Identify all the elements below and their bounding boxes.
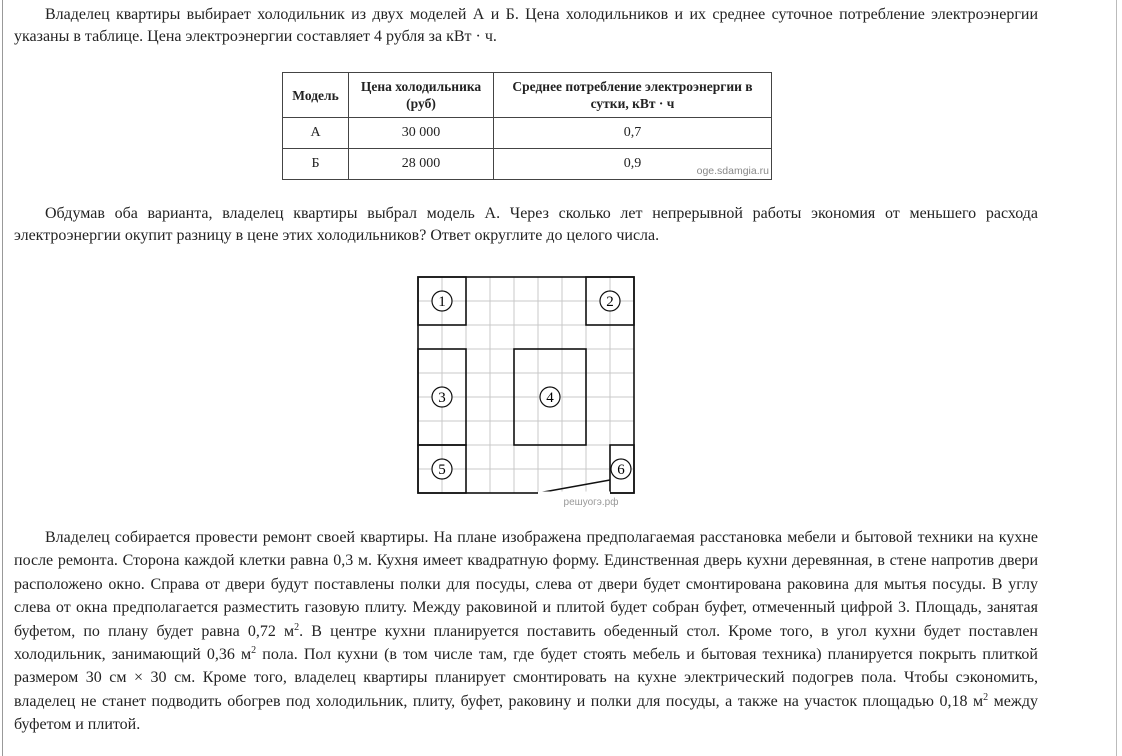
label-4: 4	[546, 390, 554, 406]
description-text-2: . В центре кухни планируется поставить обеденный стол. Кроме того, в угол кухни будет поставлен холодильник, занимающий 0,36 м	[14, 622, 1038, 664]
superscript-2: 2	[294, 621, 300, 633]
superscript-2: 2	[983, 691, 989, 703]
page-left-border	[2, 0, 3, 756]
plan-grid	[418, 277, 634, 493]
table-header-row	[283, 73, 772, 118]
plan-labels	[432, 291, 631, 479]
table-row	[283, 149, 772, 180]
label-3: 3	[438, 390, 446, 406]
superscript-2: 2	[251, 645, 257, 657]
plan-outlines	[418, 277, 634, 493]
kitchen-plan	[410, 270, 650, 515]
cell-price: 28 000	[349, 149, 494, 180]
label-5: 5	[438, 462, 446, 478]
cell-consumption: 0,9	[623, 156, 642, 171]
page-right-border	[1116, 0, 1117, 756]
fridge-table	[282, 72, 772, 180]
kitchen-walls	[418, 277, 634, 493]
header-price: Цена холодильника (руб)	[349, 73, 494, 118]
cell-consumption-with-watermark	[494, 149, 772, 180]
problem-intro: Владелец квартиры выбирает холодильник из двух моделей А и Б. Цена холодильников и их среднее суточное потребление электроэнергии указаны в таблице. Цена электроэнергии составляет 4 рубля за кВт · ч.	[14, 6, 1038, 45]
plan-watermark: решуогэ.рф	[563, 497, 619, 508]
description-text-4: между буфетом и плитой.	[14, 692, 1039, 734]
table-watermark: oge.sdamgia.ru	[696, 165, 769, 177]
cell-price: 30 000	[349, 118, 494, 149]
label-2: 2	[606, 294, 614, 310]
cell-model: А	[283, 118, 349, 149]
description-text-3: пола. Пол кухни (в том числе там, где будет стоять мебель и бытовая техника) планируется покрыть плиткой размером 30 см × 30 см. Кроме того, владелец квартиры планирует смонтировать на кухне электрический подогрев пола. Чтобы сэкономить, владелец не станет подводить обогрев под холодильник, плиту, буфет, раковину и полки для посуды, а также на участок площадью 0,18 м	[14, 646, 1038, 710]
kitchen-description	[14, 526, 1038, 737]
cell-model: Б	[283, 149, 349, 180]
table-row	[283, 118, 772, 149]
cell-consumption: 0,7	[494, 118, 772, 149]
door-leaf	[538, 480, 610, 493]
header-model: Модель	[283, 73, 349, 118]
description-text-1: Владелец собирается провести ремонт своей квартиры. На плане изображена предполагаемая расстановка мебели и бытовой техники на кухне после ремонта. Сторона каждой клетки равна 0,3 м. Кухня имеет квадратную форму. Единственная дверь кухни деревянная, в стене напротив двери расположено окно. Справа от двери будут поставлены полки для посуды, слева от двери будет смонтирована раковина для мытья посуды. В углу слева от окна предполагается разместить газовую плиту. Между раковиной и плитой будет собран буфет, отмеченный цифрой 3. Площадь, занятая буфетом, по плану будет равна 0,72 м	[14, 529, 1038, 640]
problem-question: Обдумав оба варианта, владелец квартиры выбрал модель А. Через сколько лет непрерывной работы экономия от меньшего расхода электроэнергии окупит разницу в цене этих холодильников? Ответ округлите до целого числа.	[14, 205, 1038, 244]
label-6: 6	[617, 462, 625, 478]
header-consumption: Среднее потребление электроэнергии в сутки, кВт · ч	[494, 73, 772, 118]
label-1: 1	[438, 294, 446, 310]
